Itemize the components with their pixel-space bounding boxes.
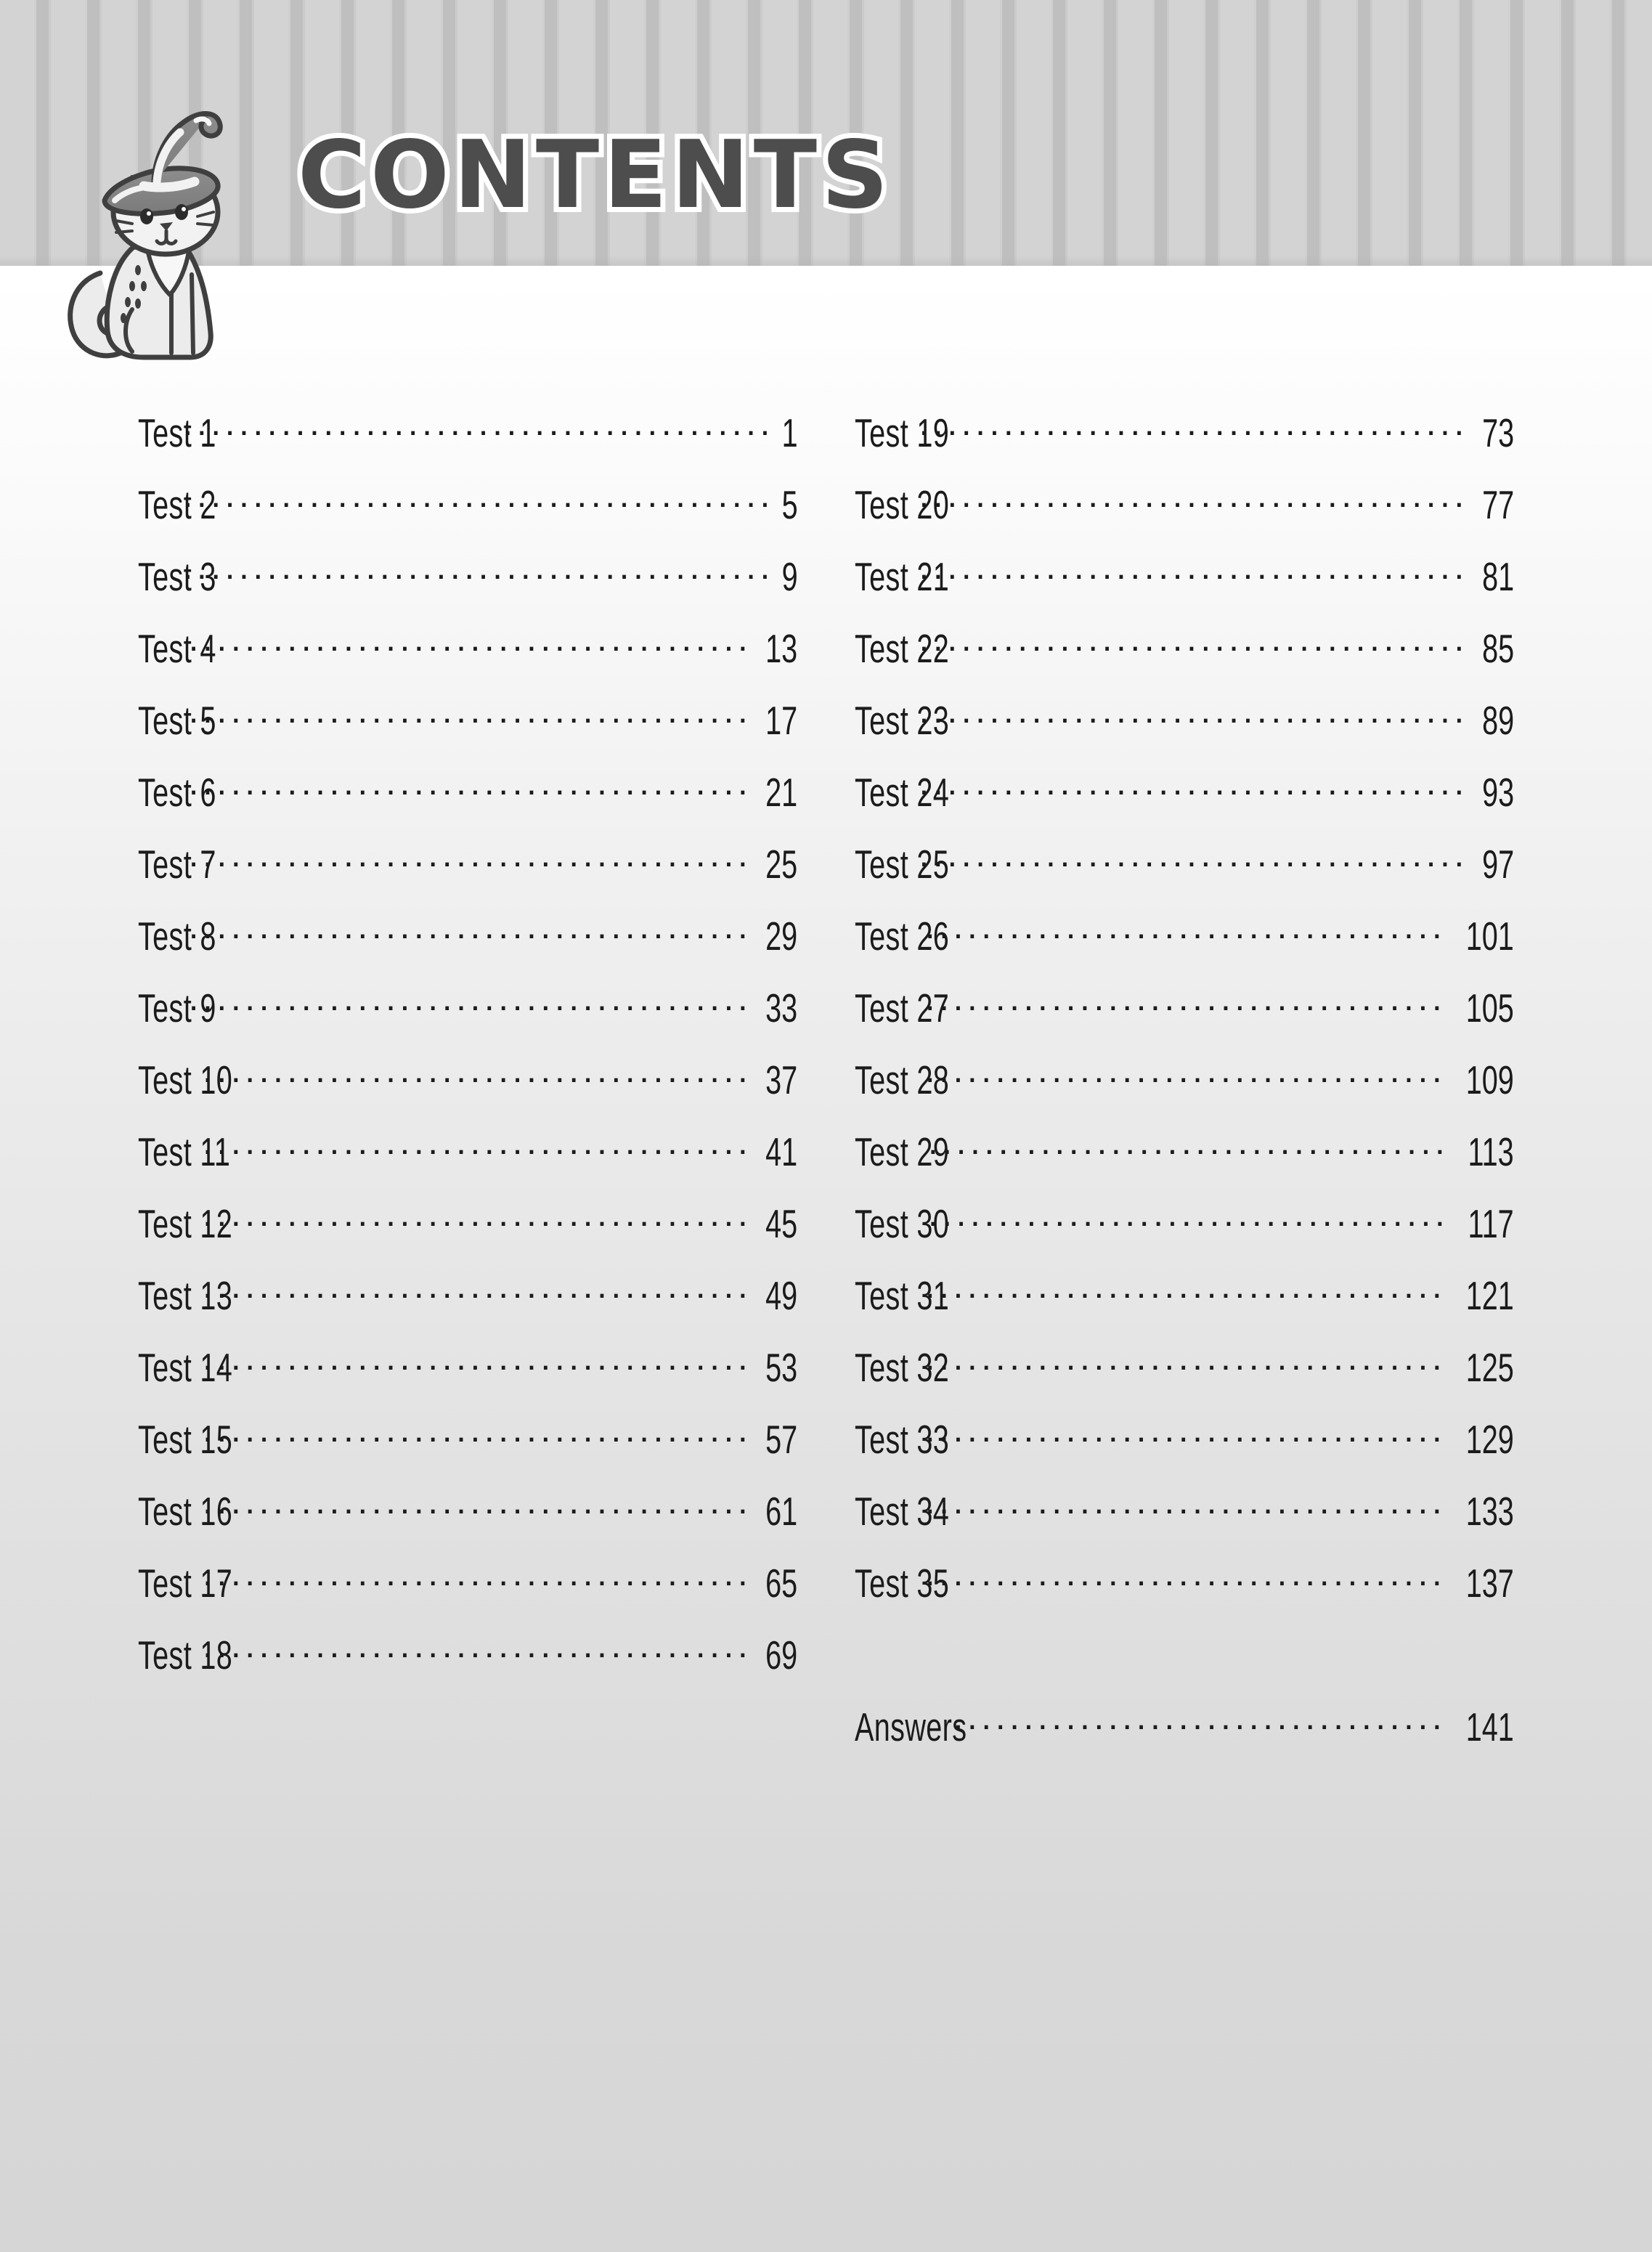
toc-entry-label: Test 15 — [138, 1417, 233, 1462]
toc-entry[interactable] — [138, 1629, 798, 1701]
toc-entry[interactable] — [855, 694, 1515, 766]
toc-entry[interactable] — [855, 479, 1515, 550]
toc-entry-label: Test 3 — [138, 554, 216, 599]
toc-entry-label: Test 14 — [138, 1345, 233, 1390]
toc-entry-page-number: 5 — [781, 482, 798, 527]
toc-entry-label: Test 26 — [854, 914, 949, 959]
toc-entry-label: Test 18 — [138, 1633, 233, 1678]
toc-entry-page-number: 73 — [1481, 410, 1514, 455]
toc-left-column — [138, 407, 798, 1773]
toc-entry-page-number: 141 — [1465, 1704, 1514, 1749]
toc-entry-page-number: 85 — [1481, 626, 1514, 671]
toc-entry[interactable] — [855, 1485, 1515, 1557]
toc-entry-page-number: 57 — [765, 1417, 798, 1462]
toc-dot-leader — [183, 479, 774, 519]
toc-entry[interactable] — [855, 1198, 1515, 1269]
toc-entry-page-number: 17 — [765, 698, 798, 743]
toc-entry-page-number: 37 — [765, 1057, 798, 1102]
toc-dot-leader — [921, 694, 1468, 734]
toc-entry-label: Test 9 — [138, 985, 216, 1031]
toc-entry-label: Test 19 — [854, 410, 949, 455]
toc-entry-page-number: 21 — [765, 770, 798, 815]
toc-entry[interactable] — [138, 1341, 798, 1413]
toc-dot-leader — [921, 1269, 1446, 1309]
toc-entry-label: Test 33 — [854, 1417, 949, 1462]
toc-entry-label: Test 22 — [854, 626, 949, 671]
toc-entry[interactable] — [855, 1269, 1515, 1341]
toc-entry[interactable] — [138, 1557, 798, 1629]
toc-entry[interactable] — [138, 766, 798, 838]
toc-dot-leader — [946, 1701, 1446, 1741]
toc-dot-leader — [921, 407, 1468, 447]
toc-dot-leader — [921, 622, 1468, 662]
toc-entry-label: Test 30 — [854, 1201, 949, 1246]
toc-dot-leader — [206, 1269, 752, 1309]
toc-entry-page-number: 29 — [765, 914, 798, 959]
toc-entry-page-number: 113 — [1468, 1129, 1514, 1174]
toc-entry-label: Test 35 — [854, 1561, 949, 1606]
toc-entry[interactable] — [138, 838, 798, 910]
toc-entry-page-number: 1 — [781, 410, 798, 455]
toc-entry[interactable] — [138, 982, 798, 1054]
toc-entry[interactable] — [138, 479, 798, 550]
toc-dot-leader — [206, 1198, 752, 1237]
toc-entry[interactable] — [138, 910, 798, 982]
toc-entry[interactable] — [138, 622, 798, 694]
toc-entry-page-number: 81 — [1481, 554, 1514, 599]
toc-entry[interactable] — [138, 1485, 798, 1557]
page-title: CONTENTS — [298, 121, 893, 229]
toc-entry-label: Test 34 — [854, 1489, 949, 1534]
toc-entry-label: Test 29 — [854, 1129, 949, 1174]
toc-entry-label: Test 16 — [138, 1489, 233, 1534]
toc-dot-leader — [183, 766, 752, 806]
toc-entry-label: Test 11 — [138, 1129, 231, 1174]
toc-entry-page-number: 101 — [1465, 914, 1514, 959]
toc-entry-page-number: 45 — [765, 1201, 798, 1246]
toc-dot-leader — [183, 982, 752, 1022]
toc-entry-page-number: 137 — [1465, 1561, 1514, 1606]
toc-entry[interactable] — [138, 1126, 798, 1198]
toc-entry-page-number: 65 — [765, 1561, 798, 1606]
witch-hat-cat-mascot-icon — [62, 92, 229, 360]
toc-entry[interactable] — [138, 1054, 798, 1126]
toc-dot-leader — [183, 407, 774, 447]
toc-entry[interactable] — [855, 838, 1515, 910]
toc-entry-label: Answers — [854, 1704, 967, 1749]
toc-dot-leader — [183, 622, 752, 662]
toc-entry-page-number: 133 — [1465, 1489, 1514, 1534]
toc-entry-page-number: 53 — [765, 1345, 798, 1390]
toc-entry[interactable] — [855, 550, 1515, 622]
toc-entry-page-number: 97 — [1481, 842, 1514, 887]
toc-entry-page-number: 61 — [765, 1489, 798, 1534]
toc-entry-label: Test 20 — [854, 482, 949, 527]
toc-dot-leader — [206, 1413, 752, 1453]
toc-entry[interactable] — [855, 622, 1515, 694]
toc-entry-label: Test 32 — [854, 1345, 949, 1390]
toc-entry-label: Test 8 — [138, 914, 216, 959]
toc-dot-leader — [921, 479, 1468, 519]
toc-entry-page-number: 121 — [1465, 1273, 1514, 1318]
toc-entry-page-number: 25 — [765, 842, 798, 887]
toc-entry[interactable] — [855, 910, 1515, 982]
toc-dot-leader — [921, 1485, 1446, 1525]
toc-entry-page-number: 13 — [765, 626, 798, 671]
toc-dot-leader — [921, 1341, 1446, 1381]
toc-entry-page-number: 129 — [1465, 1417, 1514, 1462]
toc-entry[interactable] — [138, 1198, 798, 1269]
toc-entry[interactable] — [138, 694, 798, 766]
toc-dot-leader — [206, 1485, 752, 1525]
toc-dot-leader — [921, 1126, 1449, 1166]
toc-entry-label: Test 2 — [138, 482, 216, 527]
toc-entry-label: Test 24 — [854, 770, 949, 815]
toc-entry-label: Test 6 — [138, 770, 216, 815]
toc-entry-page-number: 77 — [1481, 482, 1514, 527]
toc-entry[interactable] — [138, 1269, 798, 1341]
toc-entry-label: Test 4 — [138, 626, 216, 671]
toc-entry-label: Test 12 — [138, 1201, 233, 1246]
toc-dot-leader — [921, 982, 1446, 1022]
toc-entry-label: Test 23 — [854, 698, 949, 743]
toc-dot-leader — [921, 1054, 1446, 1094]
toc-entry-label: Test 17 — [138, 1561, 233, 1606]
toc-dot-leader — [921, 550, 1468, 590]
toc-entry-label: Test 21 — [854, 554, 949, 599]
toc-dot-leader — [183, 910, 752, 950]
toc-entry-label: Test 5 — [138, 698, 216, 743]
toc-entry-page-number: 9 — [781, 554, 798, 599]
toc-entry-page-number: 89 — [1481, 698, 1514, 743]
toc-dot-leader — [206, 1054, 752, 1094]
toc-entry[interactable] — [855, 766, 1515, 838]
toc-entry-page-number: 125 — [1465, 1345, 1514, 1390]
toc-dot-leader — [203, 1126, 752, 1166]
toc-entry-page-number: 41 — [765, 1129, 798, 1174]
toc-entry-label: Test 1 — [138, 410, 216, 455]
toc-entry[interactable] — [855, 407, 1515, 479]
toc-entry-label: Test 10 — [138, 1057, 233, 1102]
toc-entry-page-number: 33 — [765, 985, 798, 1031]
toc-entry-label: Test 7 — [138, 842, 216, 887]
toc-entry[interactable] — [138, 407, 798, 479]
toc-entry[interactable] — [855, 1701, 1515, 1773]
toc-dot-leader — [921, 1198, 1449, 1237]
toc-entry[interactable] — [855, 1054, 1515, 1126]
toc-entry[interactable] — [855, 1126, 1515, 1198]
toc-dot-leader — [206, 1629, 752, 1669]
toc-entry-page-number: 117 — [1468, 1201, 1514, 1246]
toc-entry-label: Test 28 — [854, 1057, 949, 1102]
toc-entry-page-number: 105 — [1465, 985, 1514, 1031]
table-of-contents — [0, 407, 1652, 1773]
toc-dot-leader — [183, 694, 752, 734]
toc-entry-page-number: 49 — [765, 1273, 798, 1318]
toc-entry-page-number: 93 — [1481, 770, 1514, 815]
toc-dot-leader — [921, 838, 1468, 878]
toc-entry-label: Test 27 — [854, 985, 949, 1031]
toc-entry[interactable] — [138, 1413, 798, 1485]
toc-dot-leader — [921, 1413, 1446, 1453]
toc-dot-leader — [183, 550, 774, 590]
toc-entry[interactable] — [855, 1557, 1515, 1629]
toc-entry[interactable] — [855, 1341, 1515, 1413]
toc-entry-label: Test 13 — [138, 1273, 233, 1318]
toc-dot-leader — [921, 766, 1468, 806]
toc-entry-label: Test 31 — [854, 1273, 949, 1318]
toc-entry[interactable] — [855, 1413, 1515, 1485]
toc-entry-label: Test 25 — [854, 842, 949, 887]
toc-entry-page-number: 69 — [765, 1633, 798, 1678]
toc-dot-leader — [206, 1557, 752, 1597]
toc-entry[interactable] — [138, 550, 798, 622]
toc-dot-leader — [921, 910, 1446, 950]
toc-entry[interactable] — [855, 982, 1515, 1054]
toc-right-column — [855, 407, 1515, 1773]
toc-entry-page-number: 109 — [1465, 1057, 1514, 1102]
toc-dot-leader — [206, 1341, 752, 1381]
toc-dot-leader — [921, 1557, 1446, 1597]
toc-dot-leader — [183, 838, 752, 878]
